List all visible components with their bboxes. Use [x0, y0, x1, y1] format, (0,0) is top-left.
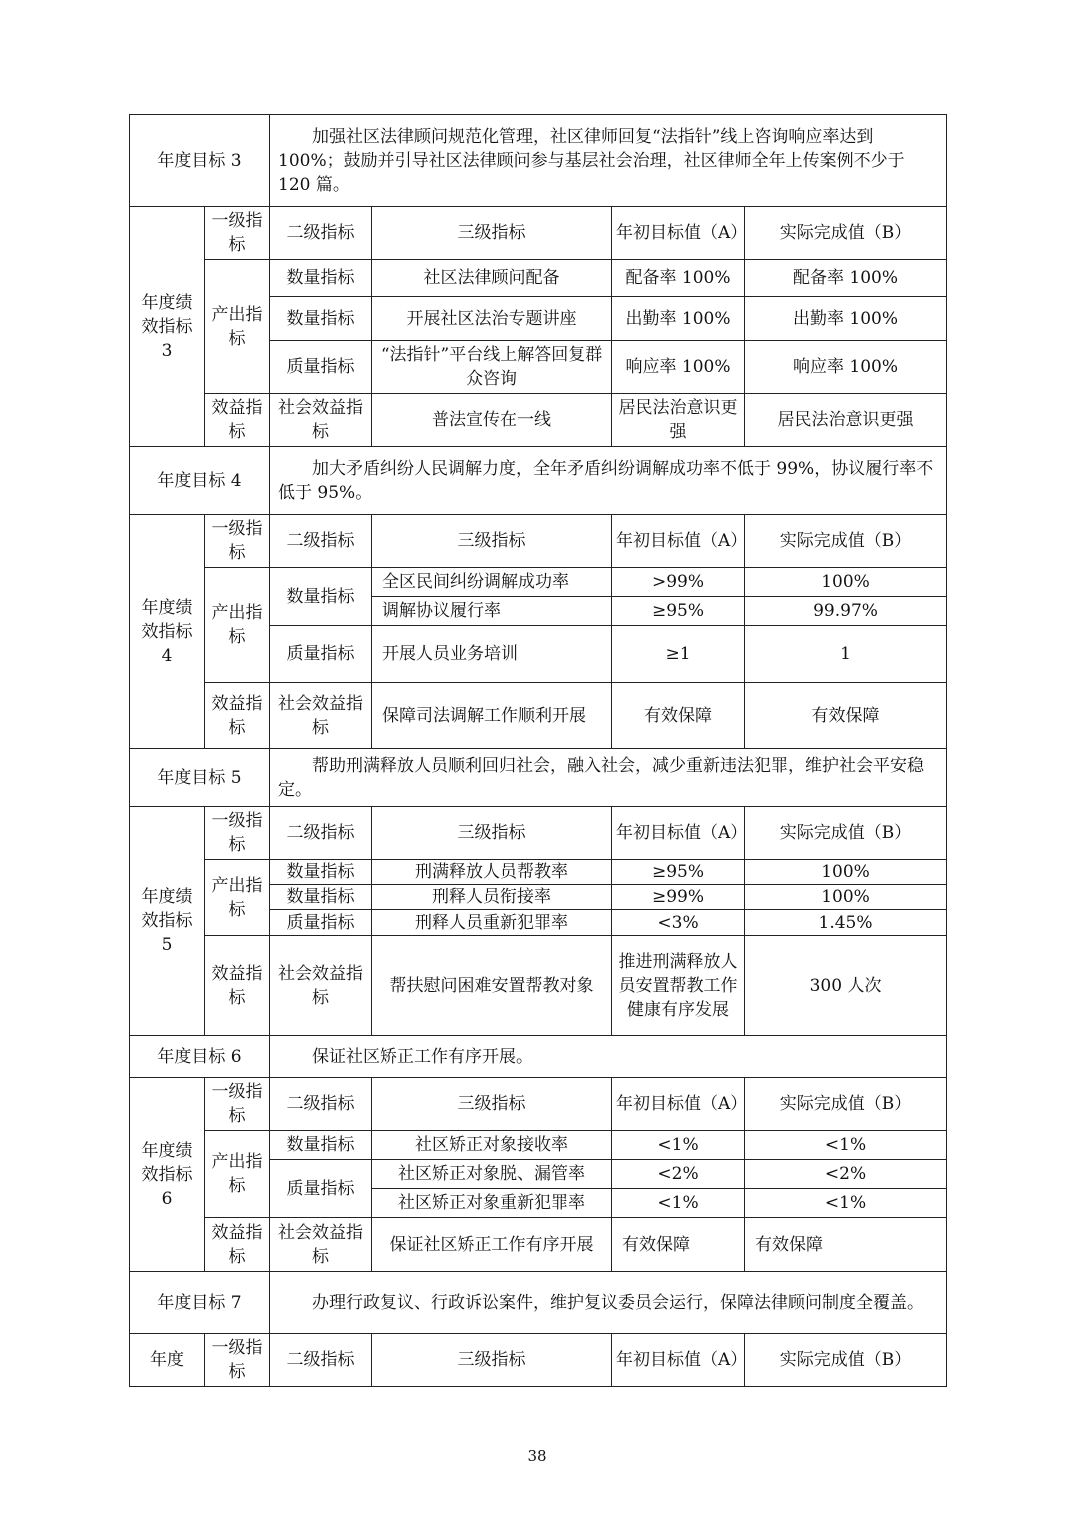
cell-actual: 居民法治意识更强	[745, 394, 947, 447]
cell-target: ≥95%	[612, 860, 745, 885]
cell-actual: <1%	[745, 1131, 947, 1160]
output-indicator-label: 产出指标	[205, 860, 270, 936]
cell-level3: 全区民间纠纷调解成功率	[372, 568, 612, 597]
goal-label: 年度目标 5	[130, 749, 270, 807]
cell-level3: 社区矫正对象重新犯罪率	[372, 1189, 612, 1218]
cell-level2: 数量指标	[270, 297, 372, 341]
goal-row	[130, 1272, 947, 1334]
header-level1: 一级指标	[205, 807, 270, 860]
output-indicator-label: 产出指标	[205, 568, 270, 683]
goal-row	[130, 447, 947, 515]
cell-target: 有效保障	[612, 683, 745, 749]
cell-target: 响应率 100%	[612, 341, 745, 394]
cell-actual: 有效保障	[745, 683, 947, 749]
header-level3: 三级指标	[372, 515, 612, 568]
page-number: 38	[527, 1447, 547, 1465]
cell-target: <2%	[612, 1160, 745, 1189]
cell-target: 居民法治意识更强	[612, 394, 745, 447]
header-target: 年初目标值（A）	[612, 1334, 745, 1387]
cell-level3: 开展人员业务培训	[372, 626, 612, 683]
cell-level3: 社区法律顾问配备	[372, 260, 612, 297]
benefit-indicator-label: 效益指标	[205, 1218, 270, 1272]
cell-level3: 社区矫正对象脱、漏管率	[372, 1160, 612, 1189]
cell-level3: 社区矫正对象接收率	[372, 1131, 612, 1160]
benefit-indicator-label: 效益指标	[205, 936, 270, 1036]
header-target: 年初目标值（A）	[612, 1078, 745, 1131]
header-level1: 一级指标	[205, 207, 270, 260]
cell-actual: 出勤率 100%	[745, 297, 947, 341]
cell-actual: 100%	[745, 568, 947, 597]
header-level1: 一级指标	[205, 1334, 270, 1387]
quantity-indicator-label: 数量指标	[270, 568, 372, 626]
cell-actual: 99.97%	[745, 597, 947, 626]
header-level3: 三级指标	[372, 807, 612, 860]
indicator-header-row	[130, 515, 947, 568]
cell-level2: 质量指标	[270, 626, 372, 683]
cell-target: 有效保障	[612, 1218, 745, 1272]
cell-actual: 响应率 100%	[745, 341, 947, 394]
indicator-header-row	[130, 207, 947, 260]
header-level2: 二级指标	[270, 207, 372, 260]
output-indicator-label: 产出指标	[205, 1131, 270, 1218]
table-row	[130, 568, 947, 597]
cell-level2: 数量指标	[270, 860, 372, 885]
cell-level3: 刑满释放人员帮教率	[372, 860, 612, 885]
cell-level2: 数量指标	[270, 260, 372, 297]
header-target: 年初目标值（A）	[612, 515, 745, 568]
benefit-indicator-label: 效益指标	[205, 683, 270, 749]
cell-level2: 社会效益指标	[270, 394, 372, 447]
cell-level3: “法指针”平台线上解答回复群众咨询	[372, 341, 612, 394]
cell-actual: <2%	[745, 1160, 947, 1189]
cell-level2: 社会效益指标	[270, 936, 372, 1036]
header-level1: 一级指标	[205, 515, 270, 568]
table-row	[130, 394, 947, 447]
header-actual: 实际完成值（B）	[745, 1334, 947, 1387]
cell-level3: 保障司法调解工作顺利开展	[372, 683, 612, 749]
goal-row	[130, 115, 947, 207]
cell-actual: 100%	[745, 860, 947, 885]
cell-target: <1%	[612, 1189, 745, 1218]
header-actual: 实际完成值（B）	[745, 515, 947, 568]
header-level3: 三级指标	[372, 1334, 612, 1387]
cell-target: >99%	[612, 568, 745, 597]
cell-target: 推进刑满释放人员安置帮教工作健康有序发展	[612, 936, 745, 1036]
cell-level3: 刑释人员衔接率	[372, 885, 612, 910]
goal-text: 保证社区矫正工作有序开展。	[270, 1036, 947, 1078]
header-level1: 一级指标	[205, 1078, 270, 1131]
goal-label: 年度目标 3	[130, 115, 270, 207]
goal-row	[130, 1036, 947, 1078]
cell-actual: 1.45%	[745, 910, 947, 936]
cell-target: 配备率 100%	[612, 260, 745, 297]
table-row	[130, 1218, 947, 1272]
cell-actual: 300 人次	[745, 936, 947, 1036]
benefit-indicator-label: 效益指标	[205, 394, 270, 447]
cell-level3: 帮扶慰问困难安置帮教对象	[372, 936, 612, 1036]
cell-level3: 开展社区法治专题讲座	[372, 297, 612, 341]
header-level2: 二级指标	[270, 1078, 372, 1131]
cell-target: <3%	[612, 910, 745, 936]
perf-label: 年度绩效指标 4	[130, 515, 205, 749]
perf-label: 年度绩效指标 5	[130, 807, 205, 1036]
goal-label: 年度目标 6	[130, 1036, 270, 1078]
cell-level2: 数量指标	[270, 885, 372, 910]
cell-target: 出勤率 100%	[612, 297, 745, 341]
indicator-header-row	[130, 807, 947, 860]
table-row	[130, 860, 947, 885]
performance-table	[129, 114, 947, 1387]
cell-level2: 数量指标	[270, 1131, 372, 1160]
table-row	[130, 683, 947, 749]
cell-level2: 质量指标	[270, 910, 372, 936]
header-target: 年初目标值（A）	[612, 207, 745, 260]
goal-text: 帮助刑满释放人员顺利回归社会，融入社会，减少重新违法犯罪，维护社会平安稳定。	[270, 749, 947, 807]
cell-level3: 刑释人员重新犯罪率	[372, 910, 612, 936]
cell-level2: 社会效益指标	[270, 683, 372, 749]
cell-actual: 配备率 100%	[745, 260, 947, 297]
cell-level3: 保证社区矫正工作有序开展	[372, 1218, 612, 1272]
cell-level3: 调解协议履行率	[372, 597, 612, 626]
goal-label: 年度目标 7	[130, 1272, 270, 1334]
cell-actual: 1	[745, 626, 947, 683]
output-indicator-label: 产出指标	[205, 260, 270, 394]
perf-label: 年度绩效指标 3	[130, 207, 205, 447]
goal-row	[130, 749, 947, 807]
indicator-header-row	[130, 1078, 947, 1131]
cell-level2: 社会效益指标	[270, 1218, 372, 1272]
table-row	[130, 1131, 947, 1160]
table-row	[130, 260, 947, 297]
goal-text: 办理行政复议、行政诉讼案件，维护复议委员会运行，保障法律顾问制度全覆盖。	[270, 1272, 947, 1334]
goal-text: 加强社区法律顾问规范化管理，社区律师回复“法指针”线上咨询响应率达到 100%；鼓励并引导社区法律顾问参与基层社会治理，社区律师全年上传案例不少于 120 篇。	[270, 115, 947, 207]
table-row	[130, 936, 947, 1036]
goal-label: 年度目标 4	[130, 447, 270, 515]
cell-actual: 100%	[745, 885, 947, 910]
header-actual: 实际完成值（B）	[745, 207, 947, 260]
cell-target: ≥99%	[612, 885, 745, 910]
header-actual: 实际完成值（B）	[745, 1078, 947, 1131]
cell-target: ≥1	[612, 626, 745, 683]
cell-actual: 有效保障	[745, 1218, 947, 1272]
header-level2: 二级指标	[270, 807, 372, 860]
header-target: 年初目标值（A）	[612, 807, 745, 860]
perf-label: 年度绩效指标 6	[130, 1078, 205, 1272]
cell-level2: 质量指标	[270, 341, 372, 394]
header-level2: 二级指标	[270, 1334, 372, 1387]
indicator-header-row	[130, 1334, 947, 1387]
header-level2: 二级指标	[270, 515, 372, 568]
quality-indicator-label: 质量指标	[270, 1160, 372, 1218]
header-actual: 实际完成值（B）	[745, 807, 947, 860]
cell-level3: 普法宣传在一线	[372, 394, 612, 447]
header-level3: 三级指标	[372, 1078, 612, 1131]
header-level3: 三级指标	[372, 207, 612, 260]
cell-target: ≥95%	[612, 597, 745, 626]
cell-actual: <1%	[745, 1189, 947, 1218]
cell-target: <1%	[612, 1131, 745, 1160]
perf-label: 年度	[130, 1334, 205, 1387]
goal-text: 加大矛盾纠纷人民调解力度，全年矛盾纠纷调解成功率不低于 99%，协议履行率不低于 95%。	[270, 447, 947, 515]
